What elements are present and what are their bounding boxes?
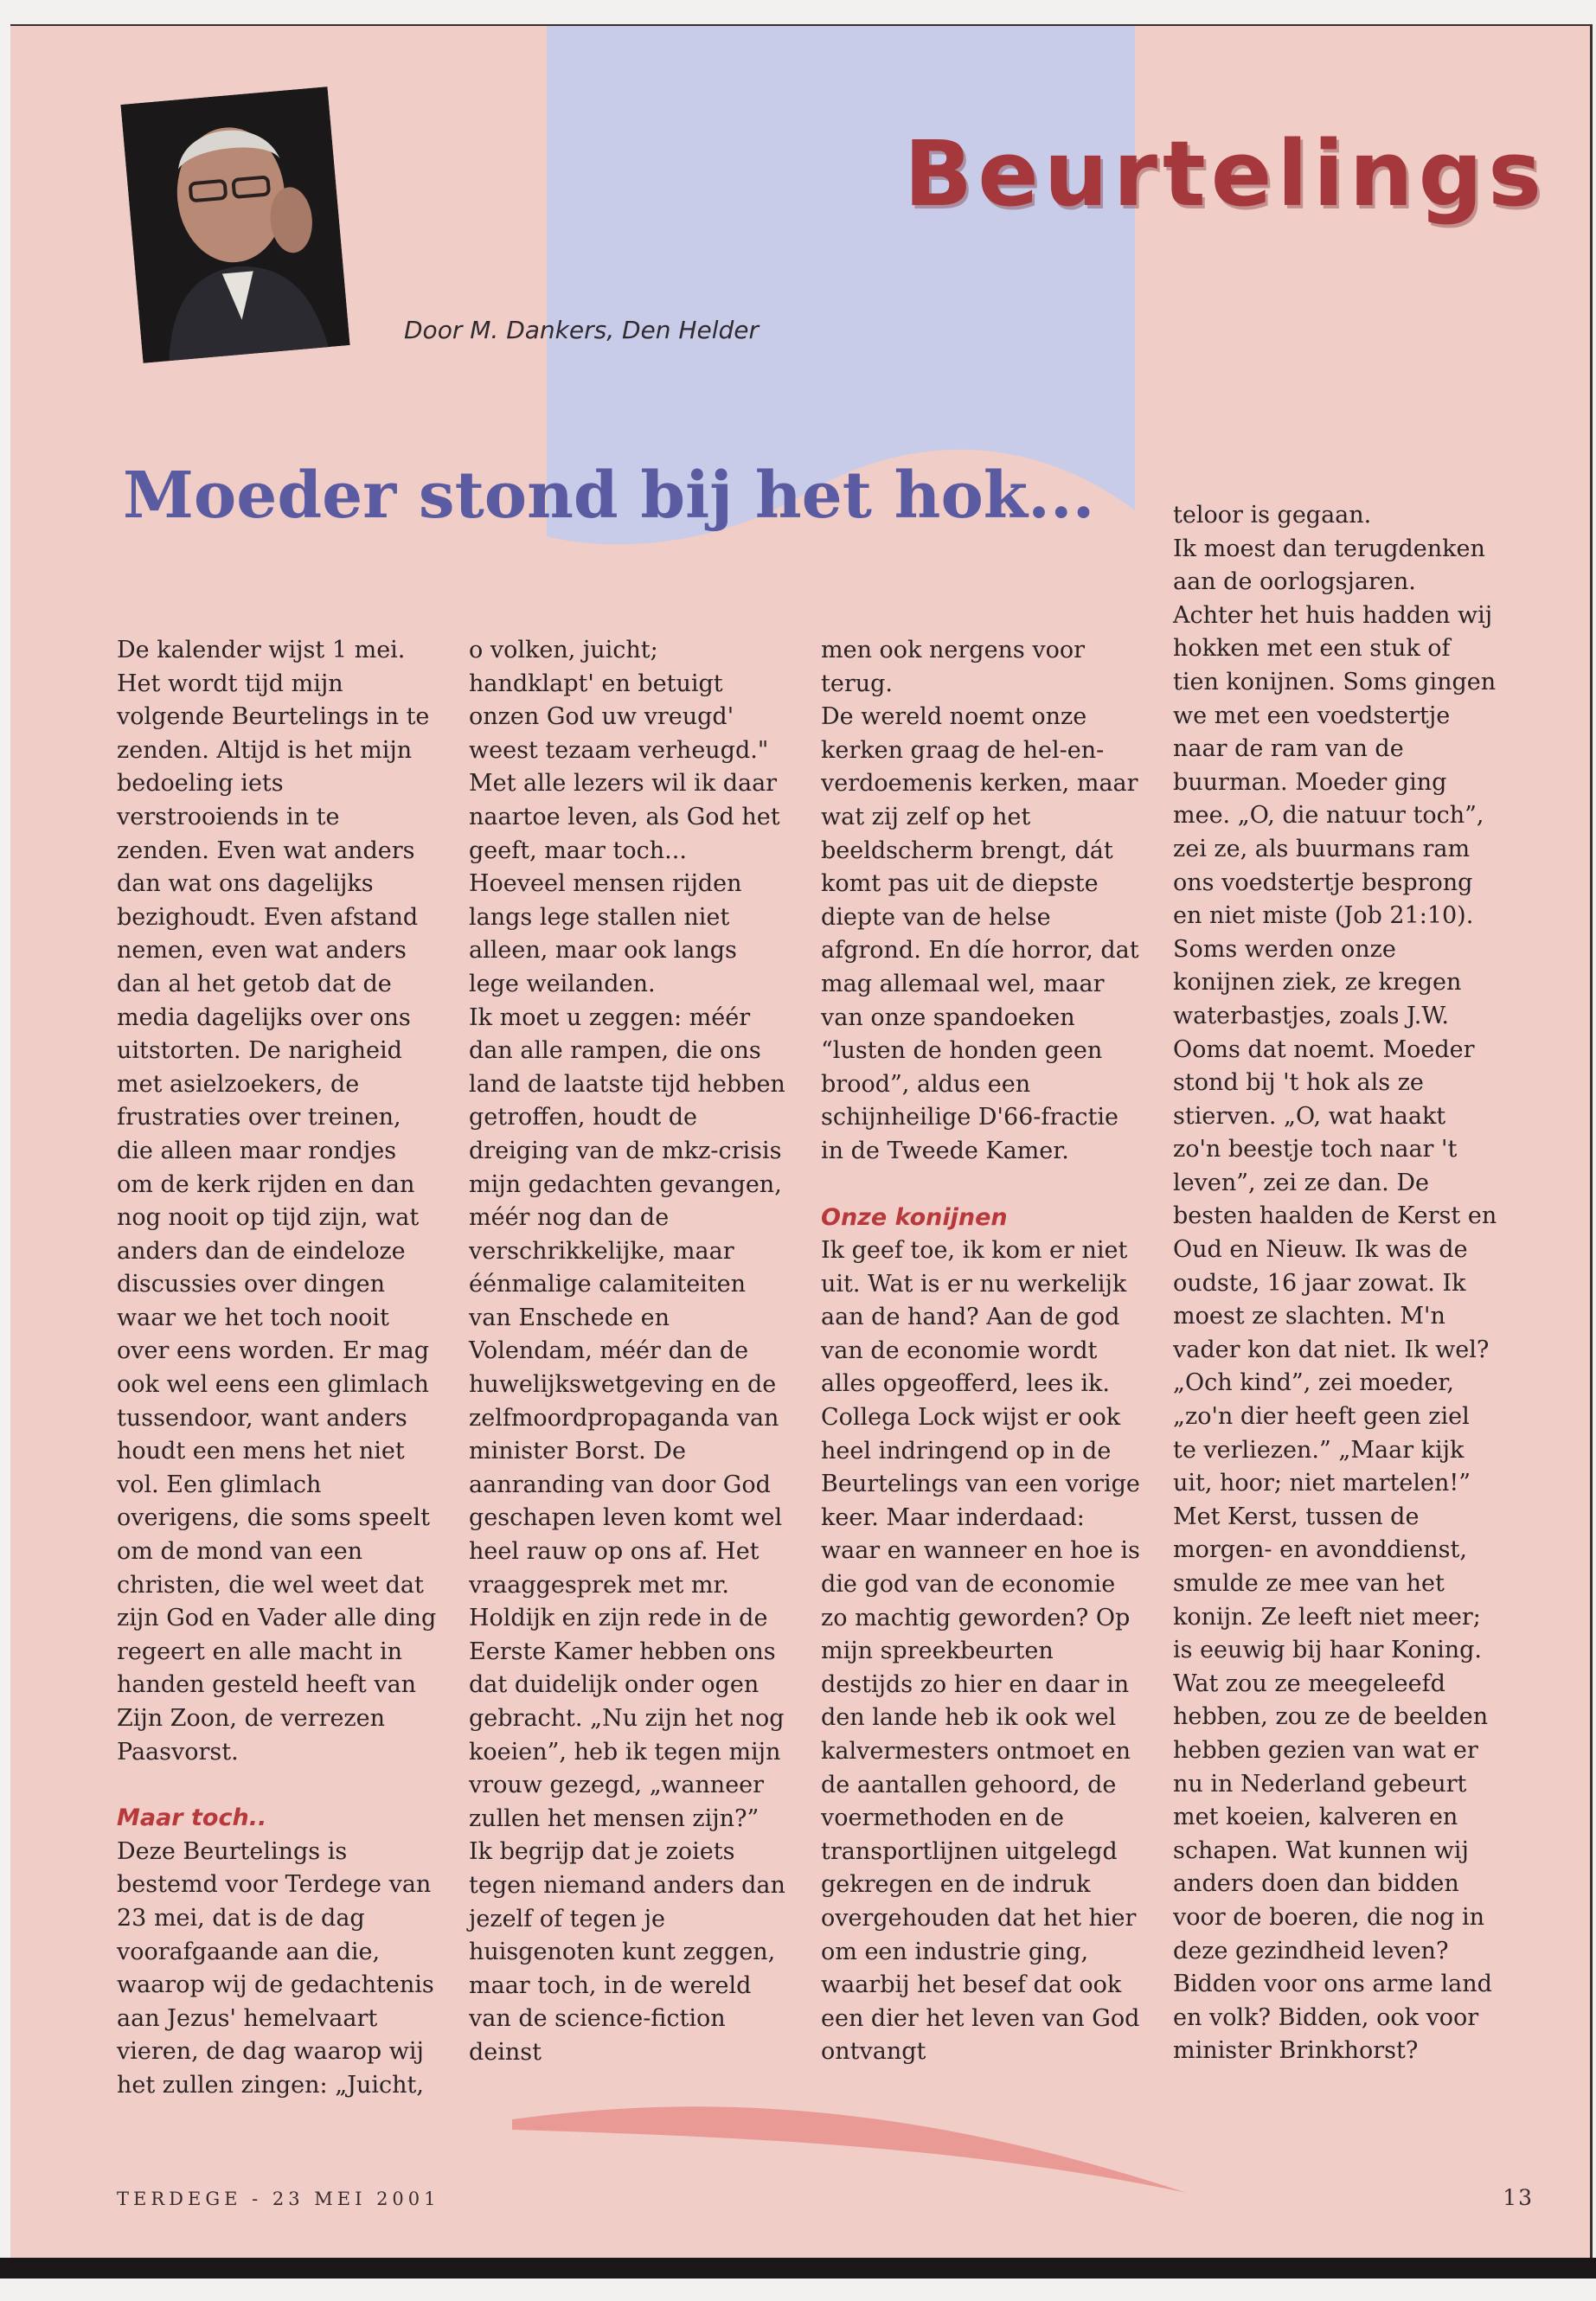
footer-publication: TERDEGE - 23 MEI 2001 [117,2189,440,2209]
article-column-3 [821,634,1141,2069]
subheading: Onze konijnen [821,1203,1008,1231]
paragraph: Deze Beurtelings is bestemd voor Terdege van 23 mei, dat is de dag voorafgaande aan die, waarop wij de gedachtenis aan Jezus' hemelvaart vieren, de dag waarop wij het zullen zingen: „Juicht, [117,1837,434,2099]
paragraph: Met alle lezers wil ik daar naartoe leven, als God het geeft, maar toch... Hoeveel mensen rijden langs lege stallen niet alleen, maar ook langs lege weilanden. [469,770,780,997]
scan-bottom-edge [0,2258,1596,2279]
decorative-swoosh [512,2085,1187,2197]
byline: Door M. Dankers, Den Helder [404,316,760,344]
paragraph: Ik geef toe, ik kom er niet uit. Wat is er nu werkelijk aan de hand? Aan de god van de economie wordt alles opgeofferd, lees ik. Collega Lock wijst er ook heel indringend op in de Beurtelings van een vorige keer. Maar inderdaad: waar en wanneer en hoe is die god van de economie zo machtig geworden? Op mijn spreekbeurten destijds zo hier en daar in den lande heb ik ook wel kalvermesters ontmoet en de aantallen gehoord, de voermethoden en de transportlijnen uitgelegd gekregen en de indruk overgehouden dat het hier om een industrie ging, waarbij het besef dat ook een dier het leven van God ontvangt [821,1237,1140,2066]
author-photo [120,87,349,363]
section-title: Beurtelings [903,121,1547,227]
paragraph: Ik moet u zeggen: méér dan alle rampen, die ons land de laatste tijd hebben getroffen, houdt de dreiging van de mkz-crisis mijn gedachten gevangen, méér nog dan de verschrikkelijke, maar éénmalige calamiteiten van Enschede en Volendam, méér dan de huwelijkswetgeving en de zelfmoordpropaganda van minister Borst. De aanranding van door God geschapen leven komt wel heel rauw op ons af. Het vraaggesprek met mr. Holdijk en zijn rede in de Eerste Kamer hebben ons dat duidelijk onder ogen gebracht. „Nu zijn het nog koeien”, heb ik tegen mijn vrouw gezegd, „wanneer zullen het mensen zijn?” Ik begrijp dat je zoiets tegen niemand anders dan jezelf of tegen je huisgenoten kunt zeggen, maar toch, in de wereld van de science-fiction deinst [469,1003,785,2066]
article-column-1 [117,634,437,2103]
article-headline: Moeder stond bij het hok... [123,458,1095,533]
paragraph: De kalender wijst 1 mei. Het wordt tijd mijn volgende Beurtelings in te zenden. Altijd is het mijn bedoeling iets verstrooiends in te zenden. Even wat anders dan wat ons dagelijks bezighoudt. Even afstand nemen, even wat anders dan al het getob dat de media dagelijks over ons uitstorten. De narigheid met asielzoekers, de frustraties over treinen, die alleen maar rondjes om de kerk rijden en dan nog nooit op tijd zijn, wat anders dan de eindeloze discussies over dingen waar we het toch nooit over eens worden. Er mag ook wel eens een glimlach tussendoor, want anders houdt een mens het niet vol. Een glimlach overigens, die soms speelt om de mond van een christen, die wel weet dat zijn God en Vader alle ding regeert en alle macht in handen gesteld heeft van Zijn Zoon, de verrezen Paasvorst. [117,637,437,1766]
subheading: Maar toch.. [117,1804,267,1832]
paragraph: teloor is gegaan. [1173,502,1372,529]
paragraph: o volken, juicht; handklapt' en betuigt onzen God uw vreugd' weest tezaam verheugd." [469,637,769,764]
paragraph: De wereld noemt onze kerken graag de hel-en-verdoemenis kerken, maar wat zij zelf op het beeldscherm brengt, dát komt pas uit de diepste diepte van de helse afgrond. En díe horror, dat mag allemaal wel, maar van onze spandoeken “lusten de honden geen brood”, aldus een schijnheilige D'66-fractie in de Tweede Kamer. [821,703,1139,1164]
article-column-2 [469,634,789,2070]
paragraph: men ook nergens voor terug. [821,637,1086,697]
paragraph: Met Kerst, tussen de morgen- en avonddienst, smulde ze mee van het konijn. Ze leeft niet meer; is eeuwig bij haar Koning. Wat zou ze meegeleefd hebben, zou ze de beelden hebben gezien van wat er nu in Nederland gebeurt met koeien, kalveren en schapen. Wat kunnen wij anders doen dan bidden voor de boeren, die nog in deze gezindheid leven? Bidden voor ons arme land en volk? Bidden, ook voor minister Brinkhorst? [1173,1503,1492,2065]
page-number: 13 [1503,2185,1534,2210]
paragraph: Ik moest dan terugdenken aan de oorlogsjaren. Achter het huis hadden wij hokken met een stuk of tien konijnen. Soms gingen we met een voedstertje naar de ram van de buurman. Moeder ging mee. „O, die natuur toch”, zei ze, als buurmans ram ons voedstertje besprong en niet miste (Job 21:10). Soms werden onze konijnen ziek, ze kregen waterbastjes, zoals J.W. Ooms dat noemt. Moeder stond bij 't hok als ze stierven. „O, wat haakt zo'n beestje toch naar 't leven”, zei ze dan. De besten haalden de Kerst en Oud en Nieuw. Ik was de oudste, 16 jaar zowat. Ik moest ze slachten. M'n vader kon dat niet. Ik wel? „Och kind”, zei moeder, „zo'n dier heeft geen ziel te verliezen.” „Maar kijk uit, hoor; niet martelen!” [1173,535,1497,1497]
article-column-4 [1173,499,1500,2068]
magazine-page [10,24,1593,2273]
